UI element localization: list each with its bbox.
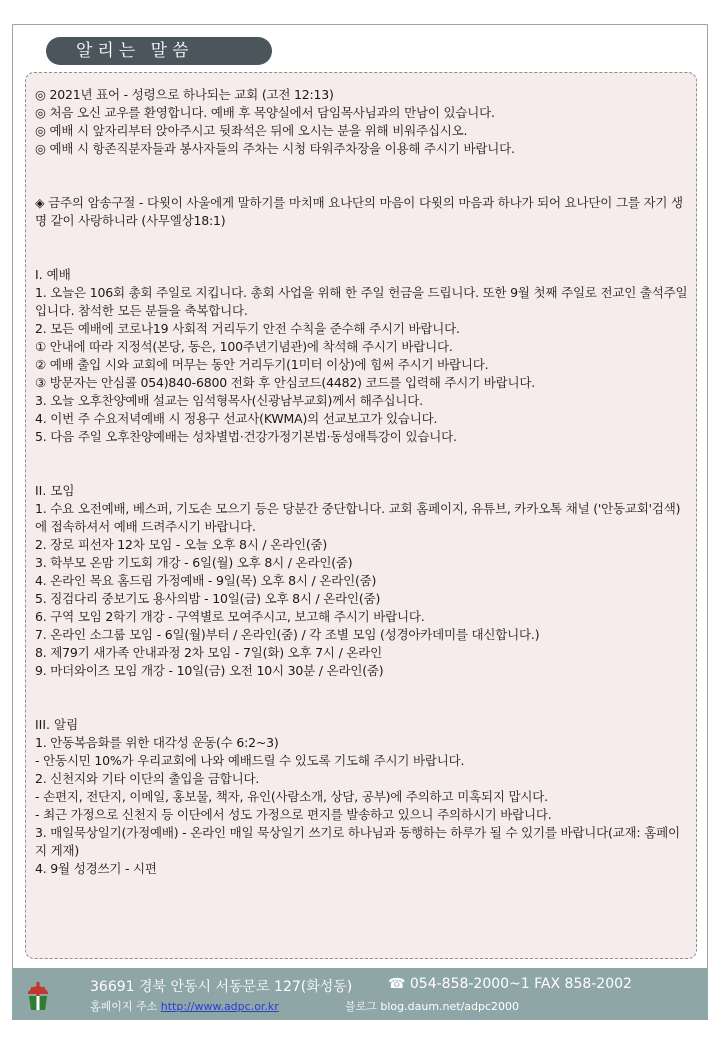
list-item: 2. 신천지와 기타 이단의 출입을 금합니다. (35, 771, 260, 786)
list-item: 9. 마더와이즈 모임 개강 - 10일(금) 오전 10시 30분 / 온라인(줌) (35, 663, 384, 678)
notice-box (25, 72, 697, 959)
list-item: ③ 방문자는 안심콜 054)840-6800 전화 후 안심코드(4482) 코드를 입력해 주시기 바랍니다. (35, 375, 536, 390)
list-item: 4. 9월 성경쓰기 - 시편 (35, 861, 157, 876)
list-item: - 안동시민 10%가 우리교회에 나와 예배드릴 수 있도록 기도해 주시기 바랍니다. (35, 753, 465, 768)
list-item: 4. 온라인 목요 홈드림 가정예배 - 9일(목) 오후 8시 / 온라인(줌) (35, 573, 377, 588)
list-item: 8. 제79기 새가족 안내과정 2차 모임 - 7일(화) 오후 7시 / 온라인 (35, 645, 382, 660)
list-item: 3. 학부모 온맘 기도회 개강 - 6일(월) 오후 8시 / 온라인(줌) (35, 555, 353, 570)
list-item: ① 안내에 따라 지정석(본당, 동은, 100주년기념관)에 착석해 주시기 바랍니다. (35, 339, 453, 354)
notice-line: ◎ 예배 시 항존직분자들과 봉사자들의 주차는 시청 타워주차장을 이용해 주시기 바랍니다. (35, 141, 515, 156)
list-item: ② 예배 출입 시와 교회에 머무는 동안 거리두기(1미터 이상)에 힘써 주시기 바랍니다. (35, 357, 489, 372)
list-item: 3. 오늘 오후찬양예배 설교는 임석형목사(신광남부교회)께서 해주십니다. (35, 393, 423, 408)
footer-bar (12, 968, 708, 1020)
list-item: 6. 구역 모임 2학기 개강 - 구역별로 모여주시고, 보고해 주시기 바랍니다. (35, 609, 425, 624)
list-item: - 최근 가정으로 신천지 등 이단에서 성도 가정으로 편지를 발송하고 있으니 주의하시기 바랍니다. (35, 807, 552, 822)
homepage-link[interactable]: http://www.adpc.or.kr (160, 1000, 279, 1013)
memory-verse: ◈ 금주의 암송구절 - 다윗이 사울에게 말하기를 마치매 요나단의 마음이 다윗의 마음과 하나가 되어 요나단이 그를 자기 생명 같이 사랑하니라 (사무엘상18:1) (35, 195, 683, 228)
church-logo-icon (26, 978, 50, 1012)
list-item: - 손편지, 전단지, 이메일, 홍보물, 책자, 유인(사람소개, 상담, 공부)에 주의하고 미혹되지 맙시다. (35, 789, 548, 804)
homepage-label: 홈페이지 주소 (90, 1000, 158, 1013)
notice-line: ◎ 2021년 표어 - 성령으로 하나되는 교회 (고전 12:13) (35, 87, 334, 102)
list-item: 5. 징검다리 중보기도 용사의밤 - 10일(금) 오후 8시 / 온라인(줌) (35, 591, 381, 606)
list-item: 1. 수요 오전예배, 베스퍼, 기도손 모으기 등은 당분간 중단합니다. 교회 홈페이지, 유튜브, 카카오톡 채널 ('안동교회'검색)에 접속하셔서 예배 드려주시기 바랍니다. (35, 501, 681, 534)
list-item: 4. 이번 주 수요저녁예배 시 정용구 선교사(KWMA)의 선교보고가 있습니다. (35, 411, 438, 426)
section-title-worship: I. 예배 (35, 267, 71, 282)
notice-line: ◎ 처음 오신 교우를 환영합니다. 예배 후 목양실에서 담임목사님과의 만남이 있습니다. (35, 105, 495, 120)
list-item: 1. 안동복음화를 위한 대각성 운동(수 6:2~3) (35, 735, 279, 750)
footer-phone: ☎ 054-858-2000~1 FAX 858-2002 (388, 976, 632, 992)
footer-address: 36691 경북 안동시 서동문로 127(화성동) (90, 979, 353, 995)
list-item: 2. 모든 예배에 코로나19 사회적 거리두기 안전 수칙을 준수해 주시기 바랍니다. (35, 321, 460, 336)
list-item: 2. 장로 피선자 12차 모임 - 오늘 오후 8시 / 온라인(줌) (35, 537, 328, 552)
notice-line: ◎ 예배 시 앞자리부터 앉아주시고 뒷좌석은 뒤에 오시는 분을 위해 비워주십시오. (35, 123, 468, 138)
list-item: 3. 매일묵상일기(가정예배) - 온라인 매일 묵상일기 쓰기로 하나님과 동행하는 하루가 될 수 있기를 바랍니다(교재: 홈페이지 게재) (35, 825, 680, 858)
list-item: 7. 온라인 소그룹 모임 - 6일(월)부터 / 온라인(줌) / 각 조별 모임 (성경아카데미를 대신합니다.) (35, 627, 540, 642)
footer-blog (345, 998, 519, 1014)
footer-homepage (90, 998, 279, 1014)
blog-label: 블로그 (345, 1000, 377, 1013)
list-item: 1. 오늘은 106회 총회 주일로 지킵니다. 총회 사업을 위해 한 주일 헌금을 드립니다. 또한 9월 첫째 주일로 전교인 출석주일입니다. 참석한 모든 분들을 축복합니다. (35, 285, 688, 318)
list-item: 5. 다음 주일 오후찬양예배는 성차별법·건강가정기본법·동성애특강이 있습니다. (35, 429, 457, 444)
page-title: 알리는 말씀 (46, 37, 272, 65)
section-title-news: III. 알림 (35, 717, 79, 732)
section-title-meetings: II. 모임 (35, 483, 75, 498)
blog-link[interactable]: blog.daum.net/adpc2000 (380, 1000, 520, 1013)
